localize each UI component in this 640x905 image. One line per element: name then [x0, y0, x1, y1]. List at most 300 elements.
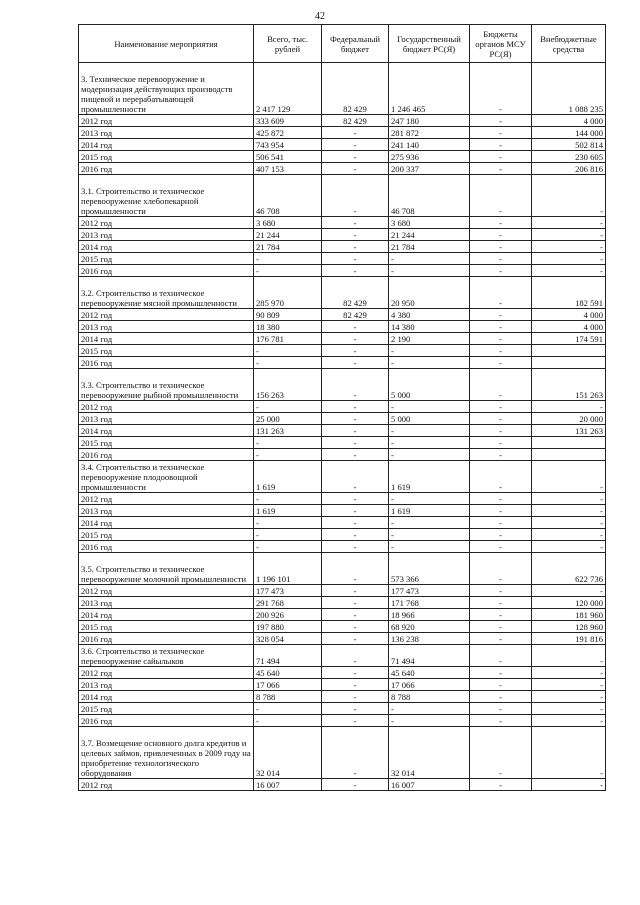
- table-row: [79, 425, 606, 437]
- cell-extra: -: [532, 229, 606, 241]
- cell-federal: -: [322, 715, 389, 727]
- cell-name: 2016 год: [79, 357, 254, 369]
- cell-federal: -: [322, 321, 389, 333]
- cell-federal: -: [322, 609, 389, 621]
- table-row: [79, 667, 606, 679]
- cell-extra: 1 088 235: [532, 63, 606, 115]
- cell-extra: -: [532, 175, 606, 217]
- table-row: [79, 645, 606, 667]
- cell-extra: [532, 449, 606, 461]
- cell-msu: -: [470, 505, 532, 517]
- cell-state: 32 014: [389, 727, 470, 779]
- cell-state: -: [389, 517, 470, 529]
- cell-federal: -: [322, 241, 389, 253]
- cell-state: 71 494: [389, 645, 470, 667]
- cell-name: 2014 год: [79, 241, 254, 253]
- cell-msu: -: [470, 139, 532, 151]
- cell-total: 407 153: [254, 163, 322, 175]
- cell-name: 2013 год: [79, 229, 254, 241]
- cell-msu: -: [470, 217, 532, 229]
- cell-total: -: [254, 493, 322, 505]
- cell-federal: -: [322, 461, 389, 493]
- cell-extra: -: [532, 517, 606, 529]
- table-row: [79, 437, 606, 449]
- table-row: [79, 401, 606, 413]
- table-row: [79, 163, 606, 175]
- cell-name: 2013 год: [79, 321, 254, 333]
- cell-total: 45 640: [254, 667, 322, 679]
- cell-federal: -: [322, 493, 389, 505]
- cell-total: -: [254, 253, 322, 265]
- cell-extra: -: [532, 679, 606, 691]
- cell-state: -: [389, 449, 470, 461]
- page-number: 42: [315, 11, 325, 22]
- cell-extra: 131 263: [532, 425, 606, 437]
- cell-msu: -: [470, 679, 532, 691]
- cell-extra: 622 736: [532, 553, 606, 585]
- table-row: [79, 333, 606, 345]
- cell-total: 21 244: [254, 229, 322, 241]
- cell-name: 3.2. Строительство и техническое перевооружение мясной промышленности: [79, 277, 254, 309]
- cell-state: 21 784: [389, 241, 470, 253]
- cell-state: -: [389, 401, 470, 413]
- table-row: [79, 597, 606, 609]
- cell-total: -: [254, 437, 322, 449]
- cell-state: -: [389, 253, 470, 265]
- cell-federal: -: [322, 163, 389, 175]
- cell-state: -: [389, 703, 470, 715]
- cell-total: 90 809: [254, 309, 322, 321]
- cell-total: 1 196 101: [254, 553, 322, 585]
- cell-total: 46 708: [254, 175, 322, 217]
- cell-state: -: [389, 345, 470, 357]
- cell-name: 2014 год: [79, 517, 254, 529]
- cell-state: 1 246 465: [389, 63, 470, 115]
- cell-extra: [532, 357, 606, 369]
- cell-name: 2015 год: [79, 529, 254, 541]
- cell-total: 8 788: [254, 691, 322, 703]
- cell-msu: -: [470, 241, 532, 253]
- cell-total: 425 872: [254, 127, 322, 139]
- cell-msu: -: [470, 779, 532, 791]
- table-row: [79, 139, 606, 151]
- cell-federal: -: [322, 345, 389, 357]
- cell-name: 2015 год: [79, 437, 254, 449]
- cell-extra: -: [532, 401, 606, 413]
- cell-extra: 151 263: [532, 369, 606, 401]
- cell-total: 2 417 129: [254, 63, 322, 115]
- cell-federal: -: [322, 529, 389, 541]
- cell-extra: -: [532, 265, 606, 277]
- cell-state: 2 190: [389, 333, 470, 345]
- cell-federal: -: [322, 667, 389, 679]
- cell-extra: -: [532, 461, 606, 493]
- table-row: [79, 633, 606, 645]
- table-row: [79, 115, 606, 127]
- table-row: [79, 553, 606, 585]
- table-row: [79, 493, 606, 505]
- cell-extra: -: [532, 217, 606, 229]
- cell-msu: -: [470, 401, 532, 413]
- cell-state: -: [389, 715, 470, 727]
- cell-federal: -: [322, 779, 389, 791]
- cell-name: 2016 год: [79, 163, 254, 175]
- cell-msu: -: [470, 667, 532, 679]
- cell-name: 2013 год: [79, 597, 254, 609]
- cell-name: 2015 год: [79, 253, 254, 265]
- cell-federal: -: [322, 175, 389, 217]
- cell-name: 2013 год: [79, 679, 254, 691]
- table-row: [79, 175, 606, 217]
- cell-total: -: [254, 541, 322, 553]
- cell-state: 8 788: [389, 691, 470, 703]
- cell-msu: -: [470, 597, 532, 609]
- cell-msu: -: [470, 585, 532, 597]
- cell-name: 2016 год: [79, 715, 254, 727]
- cell-total: 328 054: [254, 633, 322, 645]
- table-row: [79, 461, 606, 493]
- cell-federal: -: [322, 541, 389, 553]
- cell-federal: -: [322, 401, 389, 413]
- cell-federal: -: [322, 645, 389, 667]
- cell-name: 2015 год: [79, 151, 254, 163]
- table-row: [79, 715, 606, 727]
- cell-extra: 182 591: [532, 277, 606, 309]
- cell-msu: -: [470, 633, 532, 645]
- cell-federal: -: [322, 151, 389, 163]
- cell-state: 241 140: [389, 139, 470, 151]
- cell-extra: 4 000: [532, 309, 606, 321]
- cell-name: 2012 год: [79, 217, 254, 229]
- cell-name: 2012 год: [79, 585, 254, 597]
- table-row: [79, 357, 606, 369]
- cell-total: 21 784: [254, 241, 322, 253]
- cell-total: 291 768: [254, 597, 322, 609]
- cell-total: 156 263: [254, 369, 322, 401]
- cell-total: 285 970: [254, 277, 322, 309]
- cell-state: 5 000: [389, 413, 470, 425]
- header-total: Всего, тыс. рублей: [254, 25, 322, 63]
- table-row: [79, 609, 606, 621]
- cell-state: -: [389, 541, 470, 553]
- cell-total: 1 619: [254, 505, 322, 517]
- table-row: [79, 63, 606, 115]
- cell-state: 14 380: [389, 321, 470, 333]
- cell-msu: -: [470, 115, 532, 127]
- cell-state: 177 473: [389, 585, 470, 597]
- header-extra: Внебюджетные средства: [532, 25, 606, 63]
- cell-total: 197 880: [254, 621, 322, 633]
- cell-extra: -: [532, 645, 606, 667]
- cell-extra: 4 000: [532, 321, 606, 333]
- cell-total: -: [254, 401, 322, 413]
- cell-msu: -: [470, 493, 532, 505]
- cell-msu: -: [470, 727, 532, 779]
- cell-extra: -: [532, 541, 606, 553]
- cell-total: 18 380: [254, 321, 322, 333]
- cell-msu: -: [470, 309, 532, 321]
- cell-msu: -: [470, 345, 532, 357]
- header-state: Государственный бюджет РС(Я): [389, 25, 470, 63]
- cell-state: -: [389, 265, 470, 277]
- cell-extra: 181 960: [532, 609, 606, 621]
- cell-name: 2016 год: [79, 265, 254, 277]
- cell-total: -: [254, 703, 322, 715]
- cell-msu: -: [470, 277, 532, 309]
- cell-total: 32 014: [254, 727, 322, 779]
- cell-federal: -: [322, 253, 389, 265]
- cell-extra: 230 605: [532, 151, 606, 163]
- cell-msu: -: [470, 645, 532, 667]
- table-row: [79, 217, 606, 229]
- cell-extra: -: [532, 667, 606, 679]
- cell-extra: 128 960: [532, 621, 606, 633]
- cell-federal: 82 429: [322, 309, 389, 321]
- cell-msu: -: [470, 253, 532, 265]
- table-row: [79, 413, 606, 425]
- cell-msu: -: [470, 621, 532, 633]
- cell-state: 4 380: [389, 309, 470, 321]
- cell-msu: -: [470, 321, 532, 333]
- cell-msu: -: [470, 369, 532, 401]
- table-row: [79, 127, 606, 139]
- cell-federal: -: [322, 691, 389, 703]
- table-row: [79, 703, 606, 715]
- cell-name: 2012 год: [79, 493, 254, 505]
- cell-federal: -: [322, 621, 389, 633]
- cell-extra: 174 591: [532, 333, 606, 345]
- cell-msu: -: [470, 413, 532, 425]
- cell-state: 136 238: [389, 633, 470, 645]
- cell-state: 20 950: [389, 277, 470, 309]
- table-row: [79, 517, 606, 529]
- cell-state: 573 366: [389, 553, 470, 585]
- cell-name: 2012 год: [79, 309, 254, 321]
- cell-state: 275 936: [389, 151, 470, 163]
- table-row: [79, 369, 606, 401]
- cell-total: -: [254, 715, 322, 727]
- cell-msu: -: [470, 609, 532, 621]
- cell-state: 46 708: [389, 175, 470, 217]
- cell-extra: -: [532, 253, 606, 265]
- cell-state: 68 920: [389, 621, 470, 633]
- cell-federal: 82 429: [322, 115, 389, 127]
- table-row: [79, 779, 606, 791]
- cell-extra: [532, 345, 606, 357]
- cell-state: 45 640: [389, 667, 470, 679]
- cell-federal: -: [322, 679, 389, 691]
- cell-total: 71 494: [254, 645, 322, 667]
- cell-extra: 502 814: [532, 139, 606, 151]
- cell-state: -: [389, 493, 470, 505]
- cell-msu: -: [470, 541, 532, 553]
- cell-extra: -: [532, 505, 606, 517]
- table-row: [79, 241, 606, 253]
- cell-extra: 20 000: [532, 413, 606, 425]
- table-row: [79, 265, 606, 277]
- cell-total: 1 619: [254, 461, 322, 493]
- cell-extra: 191 816: [532, 633, 606, 645]
- table-row: [79, 727, 606, 779]
- cell-extra: -: [532, 493, 606, 505]
- cell-state: 281 872: [389, 127, 470, 139]
- cell-msu: -: [470, 703, 532, 715]
- cell-federal: -: [322, 633, 389, 645]
- cell-total: 3 680: [254, 217, 322, 229]
- table-row: [79, 505, 606, 517]
- cell-state: 18 966: [389, 609, 470, 621]
- cell-total: 333 609: [254, 115, 322, 127]
- cell-total: 200 926: [254, 609, 322, 621]
- cell-total: -: [254, 529, 322, 541]
- cell-extra: -: [532, 585, 606, 597]
- cell-name: 3.7. Возмещение основного долга кредитов и целевых займов, привлеченных в 2009 году на приобретение технологического оборудования: [79, 727, 254, 779]
- table-row: [79, 277, 606, 309]
- table-row: [79, 253, 606, 265]
- cell-extra: -: [532, 727, 606, 779]
- cell-msu: -: [470, 357, 532, 369]
- cell-msu: -: [470, 265, 532, 277]
- cell-name: 2012 год: [79, 667, 254, 679]
- cell-extra: -: [532, 703, 606, 715]
- cell-total: 506 541: [254, 151, 322, 163]
- cell-federal: -: [322, 517, 389, 529]
- cell-extra: [532, 437, 606, 449]
- cell-federal: -: [322, 229, 389, 241]
- cell-name: 2014 год: [79, 609, 254, 621]
- cell-federal: -: [322, 369, 389, 401]
- cell-total: 25 000: [254, 413, 322, 425]
- cell-federal: -: [322, 727, 389, 779]
- cell-total: -: [254, 345, 322, 357]
- cell-name: 2015 год: [79, 345, 254, 357]
- table-row: [79, 541, 606, 553]
- cell-total: 743 954: [254, 139, 322, 151]
- cell-state: -: [389, 529, 470, 541]
- cell-state: 1 619: [389, 505, 470, 517]
- cell-state: 247 180: [389, 115, 470, 127]
- cell-name: 2014 год: [79, 333, 254, 345]
- cell-msu: -: [470, 553, 532, 585]
- cell-name: 3.4. Строительство и техническое перевооружение плодоовощной промышленности: [79, 461, 254, 493]
- cell-state: -: [389, 357, 470, 369]
- cell-state: 5 000: [389, 369, 470, 401]
- cell-msu: -: [470, 229, 532, 241]
- cell-name: 2012 год: [79, 115, 254, 127]
- cell-msu: -: [470, 163, 532, 175]
- cell-federal: -: [322, 333, 389, 345]
- cell-state: 1 619: [389, 461, 470, 493]
- cell-extra: -: [532, 529, 606, 541]
- table-row: [79, 321, 606, 333]
- cell-name: 2014 год: [79, 139, 254, 151]
- budget-table: [78, 24, 606, 791]
- cell-extra: -: [532, 691, 606, 703]
- cell-msu: -: [470, 127, 532, 139]
- cell-name: 3.1. Строительство и техническое перевооружение хлебопекарной промышленности: [79, 175, 254, 217]
- cell-msu: -: [470, 333, 532, 345]
- cell-state: 17 066: [389, 679, 470, 691]
- cell-name: 2014 год: [79, 425, 254, 437]
- cell-msu: -: [470, 461, 532, 493]
- cell-msu: -: [470, 63, 532, 115]
- cell-federal: -: [322, 585, 389, 597]
- cell-total: -: [254, 265, 322, 277]
- cell-msu: -: [470, 517, 532, 529]
- cell-name: 2013 год: [79, 413, 254, 425]
- cell-total: 177 473: [254, 585, 322, 597]
- cell-total: 17 066: [254, 679, 322, 691]
- cell-msu: -: [470, 449, 532, 461]
- cell-name: 2015 год: [79, 703, 254, 715]
- cell-name: 2013 год: [79, 127, 254, 139]
- cell-name: 2016 год: [79, 633, 254, 645]
- cell-name: 2016 год: [79, 541, 254, 553]
- table-row: [79, 151, 606, 163]
- cell-state: -: [389, 425, 470, 437]
- cell-msu: -: [470, 691, 532, 703]
- table-row: [79, 691, 606, 703]
- cell-federal: -: [322, 703, 389, 715]
- cell-msu: -: [470, 715, 532, 727]
- cell-federal: -: [322, 127, 389, 139]
- table-header-row: [79, 25, 606, 63]
- cell-name: 2016 год: [79, 449, 254, 461]
- cell-federal: -: [322, 217, 389, 229]
- cell-federal: -: [322, 437, 389, 449]
- cell-total: 16 007: [254, 779, 322, 791]
- cell-name: 2014 год: [79, 691, 254, 703]
- cell-federal: -: [322, 413, 389, 425]
- cell-federal: -: [322, 553, 389, 585]
- cell-state: 171 768: [389, 597, 470, 609]
- cell-msu: -: [470, 529, 532, 541]
- cell-name: 3.6. Строительство и техническое перевооружение сайылыков: [79, 645, 254, 667]
- cell-name: 3.5. Строительство и техническое перевооружение молочной промышленности: [79, 553, 254, 585]
- cell-extra: 144 000: [532, 127, 606, 139]
- table-row: [79, 529, 606, 541]
- cell-state: 16 007: [389, 779, 470, 791]
- cell-federal: -: [322, 449, 389, 461]
- cell-state: -: [389, 437, 470, 449]
- cell-federal: -: [322, 139, 389, 151]
- cell-state: 200 337: [389, 163, 470, 175]
- cell-federal: 82 429: [322, 277, 389, 309]
- cell-extra: 4 000: [532, 115, 606, 127]
- header-msu: Бюджеты органов МСУ РС(Я): [470, 25, 532, 63]
- cell-total: -: [254, 517, 322, 529]
- cell-msu: -: [470, 425, 532, 437]
- cell-federal: -: [322, 425, 389, 437]
- table-row: [79, 345, 606, 357]
- cell-federal: -: [322, 265, 389, 277]
- cell-total: 131 263: [254, 425, 322, 437]
- cell-federal: -: [322, 597, 389, 609]
- cell-name: 3. Техническое перевооружение и модернизация действующих производств пищевой и перерабатывающей промышленности: [79, 63, 254, 115]
- header-name: Наименование мероприятия: [79, 25, 254, 63]
- cell-federal: -: [322, 357, 389, 369]
- cell-name: 2012 год: [79, 779, 254, 791]
- cell-extra: 206 816: [532, 163, 606, 175]
- cell-federal: 82 429: [322, 63, 389, 115]
- cell-total: 176 781: [254, 333, 322, 345]
- cell-name: 2013 год: [79, 505, 254, 517]
- cell-name: 2012 год: [79, 401, 254, 413]
- table-row: [79, 585, 606, 597]
- cell-msu: -: [470, 175, 532, 217]
- table-body: [79, 63, 606, 791]
- cell-total: -: [254, 357, 322, 369]
